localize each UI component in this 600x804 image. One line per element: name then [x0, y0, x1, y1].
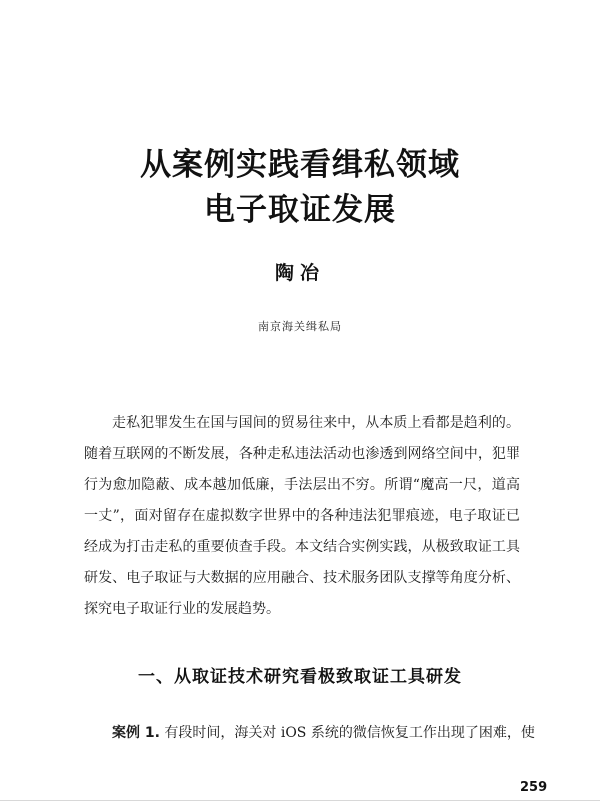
case-paragraph [112, 722, 535, 742]
case-text: 有段时间，海关对 iOS 系统的微信恢复工作出现了困难，使 [164, 725, 535, 741]
author-name: 陶冶 [274, 262, 325, 284]
article-title-line-1: 从案例实践看缉私领域 [140, 147, 460, 183]
bottom-rule [0, 800, 600, 801]
article-title-line-2: 电子取证发展 [204, 192, 396, 228]
author-affiliation: 南京海关缉私局 [258, 320, 342, 333]
case-label: 案例 1. [112, 725, 160, 741]
abstract-paragraph: 走私犯罪发生在国与国间的贸易往来中，从本质上看都是趋利的。随着互联网的不断发展，各种走私违法活动也渗透到网络空间中，犯罪行为愈加隐蔽、成本越加低廉，手法层出不穷。所谓“魔高一尺，道高一丈”，面对留存在虚拟数字世界中的各种违法犯罪痕迹，电子取证已经成为打击走私的重要侦查手段。本文结合实例实践，从极致取证工具研发、电子取证与大数据的应用融合、技术服务团队支撑等角度分析、探究电子取证行业的发展趋势。 [84, 415, 520, 617]
page-number: 259 [520, 780, 548, 795]
section-heading: 一、从取证技术研究看极致取证工具研发 [138, 667, 462, 687]
